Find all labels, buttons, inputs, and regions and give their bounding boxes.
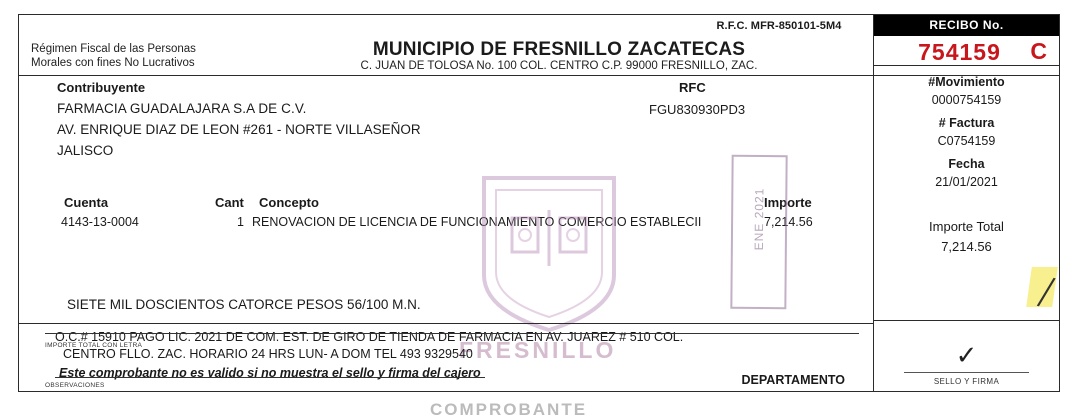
sello-label: SELLO Y FIRMA <box>933 377 1000 386</box>
amount-in-words: SIETE MIL DOSCIENTOS CATORCE PESOS 56/100 M.N. <box>67 297 421 312</box>
note-line-3: Este comprobante no es valido si no muestra el sello y firma del cajero <box>59 366 481 380</box>
table-row-importe: 7,214.56 <box>764 215 813 229</box>
contribuyente-label: Contribuyente <box>57 80 146 95</box>
departamento-label: DEPARTAMENTO <box>741 373 845 387</box>
bottom-ghost-text: COMPROBANTE <box>430 400 588 419</box>
recibo-number-block <box>874 36 1059 66</box>
rfc-label: RFC <box>679 80 706 95</box>
factura-value: C0754159 <box>937 134 996 148</box>
table-row-cant: 1 <box>237 215 244 229</box>
importe-letra-caption: IMPORTE TOTAL CON LETRA <box>45 342 143 349</box>
municipal-seal-watermark <box>474 170 624 335</box>
date-stamp-text: ENE 2021 <box>751 187 767 251</box>
contribuyente-name: FARMACIA GUADALAJARA S.A DE C.V. <box>57 101 307 116</box>
table-row-concepto: RENOVACION DE LICENCIA DE FUNCIONAMIENTO COMERCIO ESTABLECII <box>252 215 702 229</box>
importe-total-label: Importe Total <box>929 219 1004 234</box>
note-line-1: O.C.# 15910 PAGO LIC. 2021 DE COM. EST. DE GIRO DE TIENDA DE FARMACIA EN AV. JUAREZ # 510 COL. <box>55 330 684 344</box>
recibo-bar-label: RECIBO No. <box>874 15 1059 36</box>
importe-total-block <box>874 219 1059 254</box>
receipt-document <box>18 14 1060 392</box>
fecha-label: Fecha <box>948 157 985 171</box>
municipio-address: C. JUAN DE TOLOSA No. 100 COL. CENTRO C.P. 99000 FRESNILLO, ZAC. <box>360 60 758 72</box>
pen-strike-line-1 <box>45 333 859 334</box>
movimiento-block <box>874 75 1059 107</box>
regimen-line-1: Régimen Fiscal de las Personas <box>31 43 196 55</box>
column-header-cuenta: Cuenta <box>64 195 109 210</box>
date-stamp-watermark <box>730 155 787 309</box>
receipt-side-panel <box>873 15 1059 391</box>
pen-slash-mark: / <box>1035 265 1059 318</box>
importe-total-value: 7,214.56 <box>941 239 992 254</box>
sello-y-firma-area <box>874 320 1059 391</box>
contribuyente-state: JALISCO <box>57 143 114 158</box>
movimiento-label: #Movimiento <box>928 75 1005 89</box>
regimen-fiscal-text <box>31 42 251 70</box>
movimiento-value: 0000754159 <box>931 93 1002 107</box>
recibo-number: 754159 <box>918 39 1001 65</box>
fecha-block <box>874 157 1059 189</box>
pen-strike-line-2 <box>55 377 485 378</box>
contribuyente-rfc: FGU830930PD3 <box>649 102 746 117</box>
recibo-serie: C <box>1030 38 1047 64</box>
table-row-cuenta: 4143-13-0004 <box>61 215 139 229</box>
contribuyente-address: AV. ENRIQUE DIAZ DE LEON #261 - NORTE VILLASEÑOR <box>57 122 421 137</box>
column-header-concepto: Concepto <box>259 195 319 210</box>
factura-block <box>874 116 1059 148</box>
column-header-importe: Importe <box>764 195 812 210</box>
seal-city-text: FRESNILLO <box>459 337 617 363</box>
municipio-title: MUNICIPIO DE FRESNILLO ZACATECAS <box>372 39 746 60</box>
municipio-rfc: R.F.C. MFR-850101-5M4 <box>716 20 842 32</box>
fecha-value: 21/01/2021 <box>935 175 998 189</box>
factura-label: # Factura <box>938 116 995 130</box>
observaciones-caption: OBSERVACIONES <box>45 382 105 389</box>
sello-divider <box>904 372 1029 373</box>
firma-glyph: ✓ <box>955 341 978 370</box>
column-header-cant: Cant <box>215 195 244 210</box>
regimen-line-2: Morales con fines No Lucrativos <box>31 57 195 69</box>
note-line-2: CENTRO FLLO. ZAC. HORARIO 24 HRS LUN- A DOM TEL 493 9329540 <box>63 347 473 361</box>
